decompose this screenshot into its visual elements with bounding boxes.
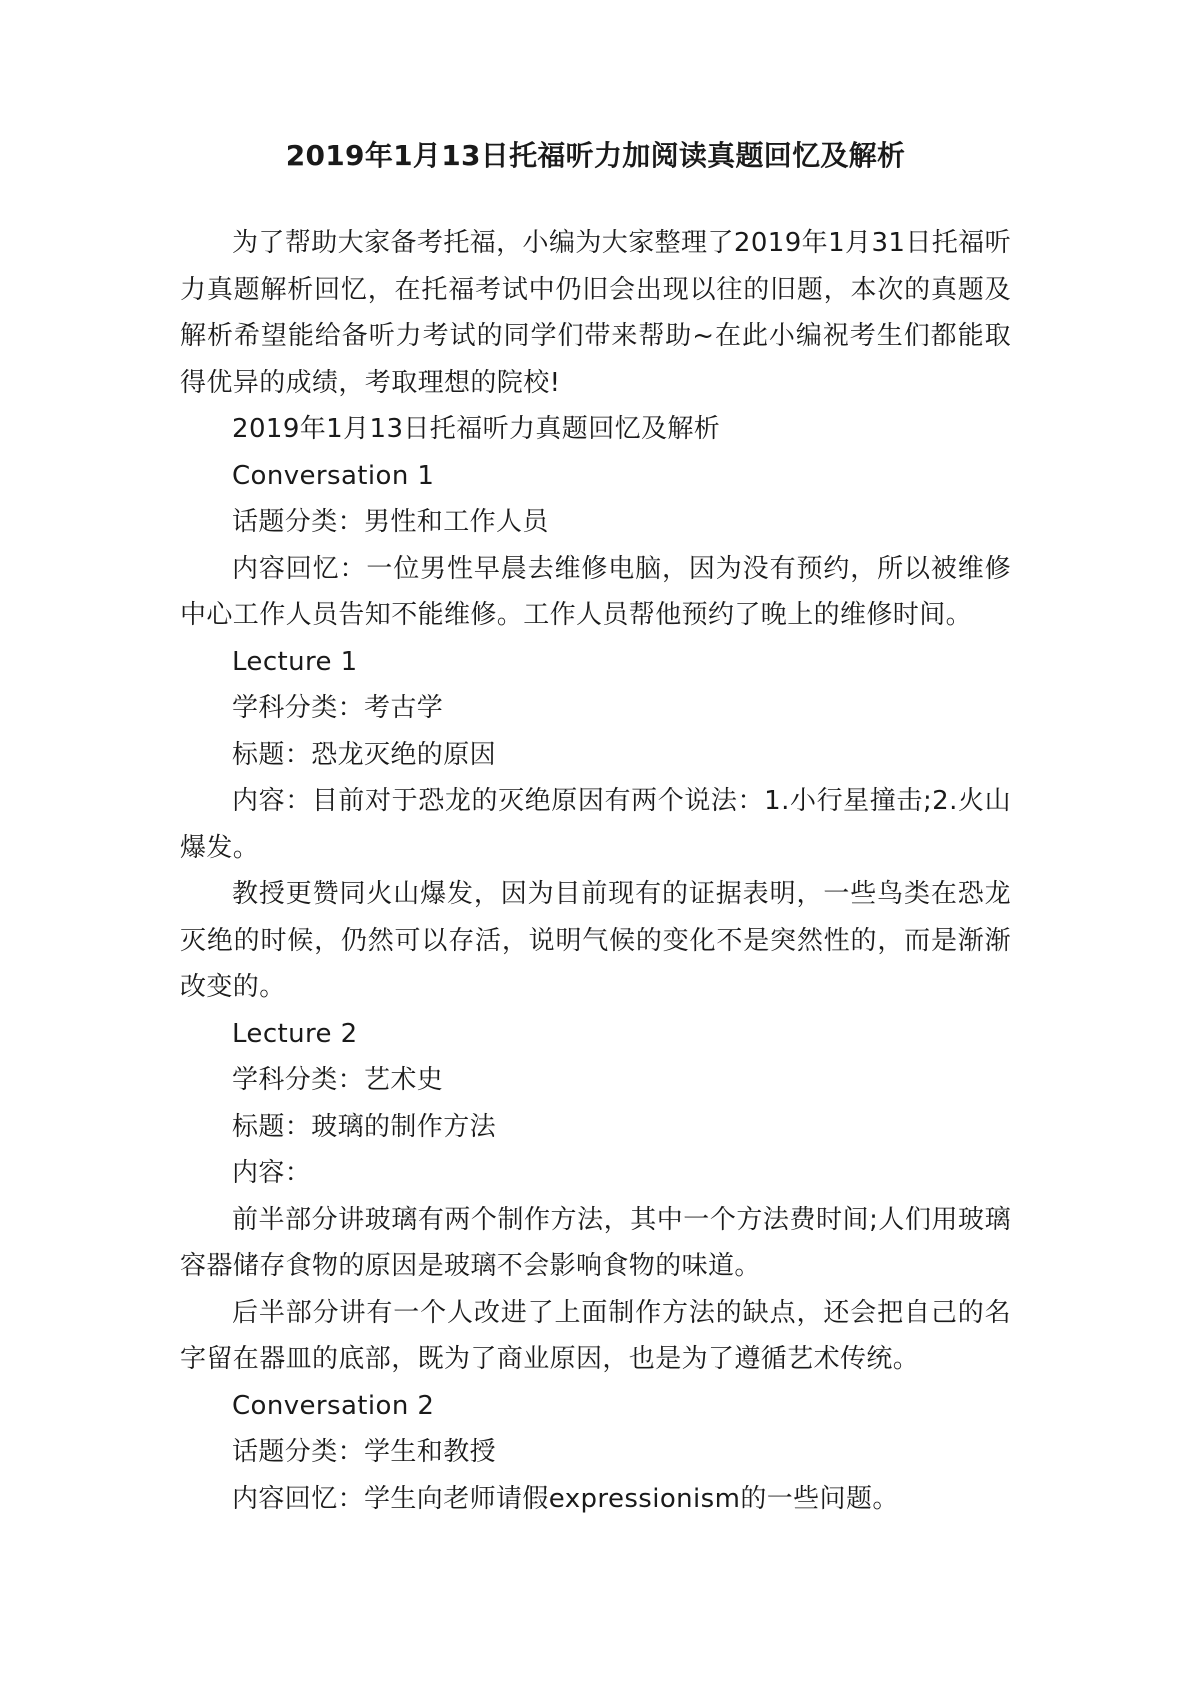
conversation-1-content: 内容回忆：一位男性早晨去维修电脑，因为没有预约，所以被维修中心工作人员告知不能维修。工作人员帮他预约了晚上的维修时间。: [180, 553, 1011, 630]
intro-paragraph: 为了帮助大家备考托福，小编为大家整理了2019年1月31日托福听力真题解析回忆，在托福考试中仍旧会出现以往的旧题，本次的真题及解析希望能给备听力考试的同学们带来帮助~在此小编祝考生们都能取得优异的成绩，考取理想的院校!: [180, 228, 1011, 398]
lecture-2-content-2: 后半部分讲有一个人改进了上面制作方法的缺点，还会把自己的名字留在器皿的底部，既为了商业原因，也是为了遵循艺术传统。: [180, 1297, 1011, 1374]
lecture-1-heading: Lecture 1: [232, 646, 358, 677]
document-body: [180, 220, 1011, 1522]
lecture-2-heading: Lecture 2: [232, 1018, 358, 1049]
conversation-1-topic: 话题分类：男性和工作人员: [232, 507, 549, 537]
lecture-2-content-label: 内容：: [232, 1158, 312, 1188]
lecture-1-title: 标题：恐龙灭绝的原因: [232, 739, 497, 770]
lecture-2-content-1: 前半部分讲玻璃有两个制作方法，其中一个方法费时间;人们用玻璃容器储存食物的原因是玻璃不会影响食物的味道。: [180, 1204, 1011, 1281]
conversation-2-heading: Conversation 2: [232, 1390, 435, 1421]
section-heading: 2019年1月13日托福听力真题回忆及解析: [232, 414, 721, 444]
conversation-2-content: 内容回忆：学生向老师请假expressionism的一些问题。: [232, 1483, 899, 1514]
lecture-2-subject: 学科分类：艺术史: [232, 1065, 444, 1095]
lecture-1-content-2: 教授更赞同火山爆发，因为目前现有的证据表明，一些鸟类在恐龙灭绝的时候，仍然可以存活，说明气候的变化不是突然性的，而是渐渐改变的。: [180, 879, 1011, 1002]
conversation-1-heading: Conversation 1: [232, 460, 435, 491]
lecture-1-subject: 学科分类：考古学: [232, 693, 444, 723]
conversation-2-topic: 话题分类：学生和教授: [232, 1437, 497, 1467]
lecture-1-content: 内容：目前对于恐龙的灭绝原因有两个说法：1.小行星撞击;2.火山爆发。: [180, 786, 1011, 863]
lecture-2-title: 标题：玻璃的制作方法: [232, 1111, 497, 1142]
document-title: 2019年1月13日托福听力加阅读真题回忆及解析: [285, 139, 906, 172]
